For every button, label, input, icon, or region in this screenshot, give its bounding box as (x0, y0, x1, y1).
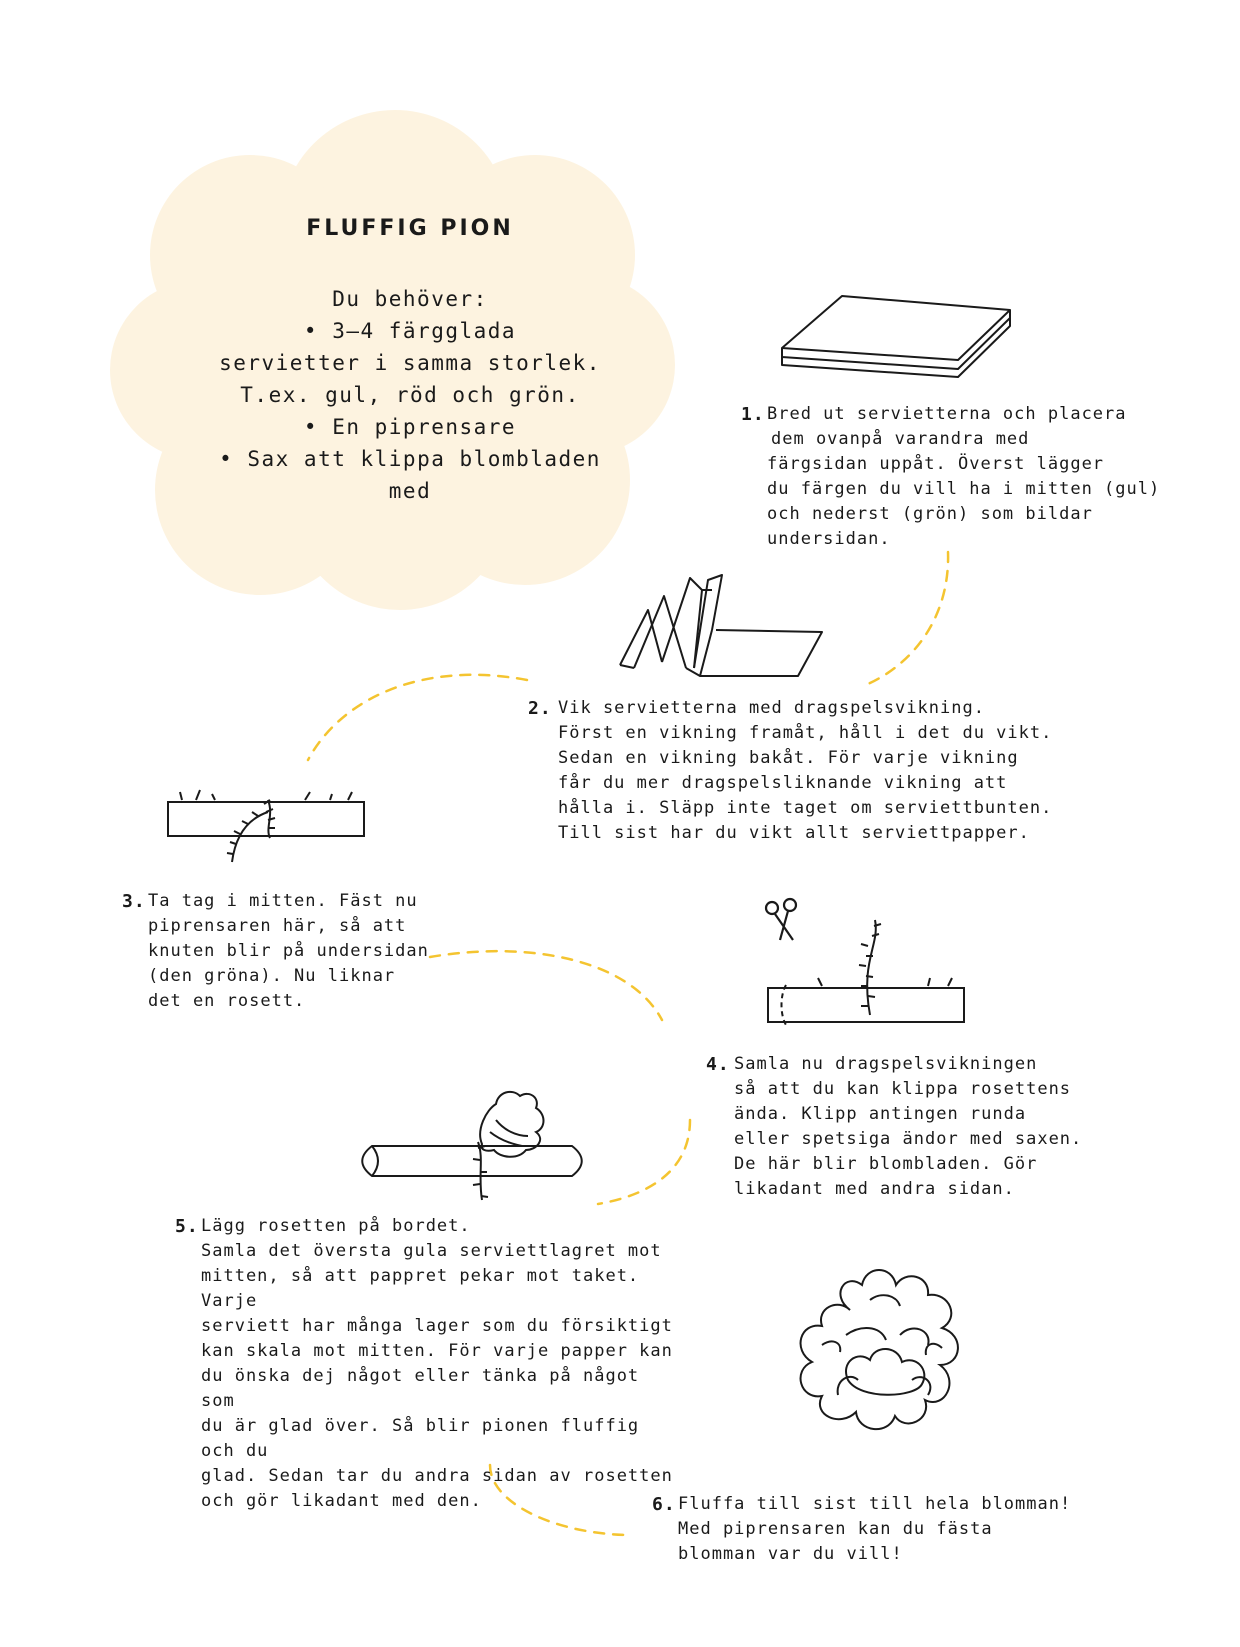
step-line: Fluffa till sist till hela blomman! (678, 1494, 1072, 1514)
step-line: Samla det översta gula serviettlagret mot (201, 1241, 662, 1261)
step-line: piprensaren här, så att (148, 916, 407, 936)
step-line: kan skala mot mitten. För varje papper kan (201, 1341, 673, 1361)
step-line: Samla nu dragspelsvikningen (734, 1054, 1038, 1074)
step-line: De här blir blombladen. Gör (734, 1154, 1038, 1174)
step-text (678, 1492, 1071, 1567)
step-line: serviett har många lager som du försiktigt (201, 1316, 673, 1336)
step-line: så att du kan klippa rosettens (734, 1079, 1072, 1099)
step-number: 5. (175, 1216, 199, 1237)
materials-line: • En piprensare (303, 415, 517, 439)
step-text (148, 889, 429, 1014)
step-text (767, 402, 1160, 552)
step-line: (den gröna). Nu liknar (148, 966, 396, 986)
step-line: blomman var du vill! (678, 1544, 903, 1564)
step-line: dem ovanpå varandra med (771, 429, 1030, 449)
materials-line: servietter i samma storlek. (219, 351, 601, 375)
materials-line: med (388, 479, 432, 503)
step-line: Sedan en vikning bakåt. För varje vikning (558, 748, 1019, 768)
step-number: 6. (652, 1494, 676, 1515)
step-line: likadant med andra sidan. (734, 1179, 1015, 1199)
step-line: ända. Klipp antingen runda (734, 1104, 1027, 1124)
step-text (558, 696, 1052, 846)
step-line: eller spetsiga ändor med saxen. (734, 1129, 1083, 1149)
step-line: och gör likadant med den. (201, 1491, 482, 1511)
step-text (734, 1052, 1082, 1202)
step-line: du önska dej något eller tänka på något som (201, 1366, 640, 1411)
materials-line: T.ex. gul, röd och grön. (240, 383, 580, 407)
step-line: Lägg rosetten på bordet. (201, 1216, 471, 1236)
step-line: undersidan. (767, 529, 891, 549)
step-number: 3. (122, 891, 146, 912)
step-line: glad. Sedan tar du andra sidan av rosetten (201, 1466, 673, 1486)
step-line: du färgen du vill ha i mitten (gul) (767, 479, 1161, 499)
step-line: Först en vikning framåt, håll i det du vikt. (558, 723, 1053, 743)
step-line: färgsidan uppåt. Överst lägger (767, 454, 1105, 474)
step-line: och nederst (grön) som bildar (767, 504, 1093, 524)
step-line: Med piprensaren kan du fästa (678, 1519, 993, 1539)
step-line: det en rosett. (148, 991, 306, 1011)
step-line: mitten, så att pappret pekar mot taket. Varje (201, 1266, 640, 1311)
materials-line: • 3–4 färgglada (303, 319, 517, 343)
step-line: Till sist har du vikt allt serviettpapper. (558, 823, 1030, 843)
step-number: 4. (706, 1054, 730, 1075)
step-line: knuten blir på undersidan (148, 941, 429, 961)
step-number: 2. (528, 698, 552, 719)
step-line: Ta tag i mitten. Fäst nu (148, 891, 418, 911)
materials-line: • Sax att klippa blombladen (219, 447, 601, 471)
step-line: får du mer dragspelsliknande vikning att (558, 773, 1008, 793)
step-text (201, 1214, 675, 1514)
step-line: du är glad över. Så blir pionen fluffig och du (201, 1416, 640, 1461)
step-line: Vik servietterna med dragspelsvikning. (558, 698, 985, 718)
materials-heading: Du behöver: (332, 287, 488, 311)
step-line: hålla i. Släpp inte taget om serviettbunten. (558, 798, 1053, 818)
step-number: 1. (741, 404, 765, 425)
step-line: Bred ut servietterna och placera (767, 404, 1127, 424)
page-title: FLUFFIG PION (306, 216, 514, 241)
